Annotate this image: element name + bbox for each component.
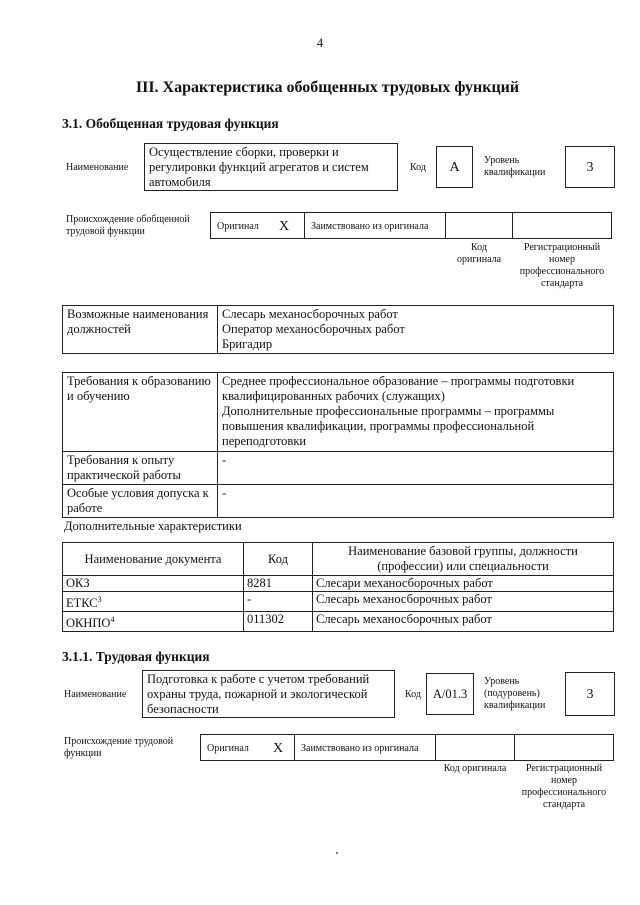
tf-code-value: А/01.3: [426, 673, 474, 715]
gtf-level-label: Уровень квалификации: [484, 155, 546, 178]
tf-original-label: Оригинал: [207, 743, 249, 754]
tf-reg-num-label: Регистрационный номер профессионального стандарта: [521, 763, 607, 810]
position-item: Слесарь механосборочных работ: [222, 307, 398, 321]
education-line: переподготовки: [222, 434, 307, 448]
col-code-header: Код: [244, 543, 313, 576]
tf-code-label: Код: [405, 689, 421, 700]
special-conditions-value: -: [218, 485, 614, 518]
positions-list: [218, 306, 614, 354]
tf-borrowed-cell: [294, 734, 436, 761]
row-name: Слесарь механосборочных работ: [313, 612, 614, 632]
education-line: Дополнительные профессиональные программы – программы: [222, 404, 555, 418]
education-label: Требования к образованию и обучению: [63, 373, 218, 452]
gtf-level-value: 3: [565, 146, 615, 188]
gtf-reg-num-box: [512, 212, 612, 239]
scan-speck: [336, 852, 338, 854]
experience-label: Требования к опыту практической работы: [63, 452, 218, 485]
gtf-reg-num-label: Регистрационный номер профессионального стандарта: [519, 242, 605, 289]
gtf-origin-label: Происхождение обобщенной трудовой функции: [66, 214, 190, 237]
education-line: Среднее профессиональное образование – программы подготовки: [222, 374, 575, 388]
col-name-header: Наименование базовой группы, должности (профессии) или специальности: [313, 543, 614, 576]
education-value: [218, 373, 614, 452]
tf-name-value: Подготовка к работе с учетом требований охраны труда, пожарной и экологической безопасности: [142, 670, 395, 718]
education-line: повышения квалификации, программы профессиональной: [222, 419, 535, 433]
row-name: Слесарь механосборочных работ: [313, 592, 614, 612]
gtf-code-value: А: [436, 146, 473, 188]
row-code: 011302: [244, 612, 313, 632]
footnote-mark: 4: [110, 615, 115, 625]
education-line: квалифицированных рабочих (служащих): [222, 389, 445, 403]
extra-heading: Дополнительные характеристики: [64, 519, 242, 533]
gtf-code-orig-label: Код оригинала: [456, 242, 502, 265]
experience-value: -: [218, 452, 614, 485]
gtf-code-orig-box: [445, 212, 513, 239]
extra-table: [62, 542, 614, 632]
special-conditions-label: Особые условия допуска к работе: [63, 485, 218, 518]
tf-reg-num-box: [514, 734, 614, 761]
requirements-table: [62, 372, 614, 518]
tf-original-mark: X: [273, 741, 284, 756]
page-number: 4: [316, 36, 324, 50]
gtf-name-label: Наименование: [66, 162, 129, 173]
gtf-original-mark: X: [279, 219, 290, 234]
table-row: [63, 576, 614, 592]
tf-original-cell: [200, 734, 295, 761]
row-doc: ЕТКС$^3$: [63, 592, 244, 612]
position-item: Бригадир: [222, 337, 273, 351]
gtf-heading: 3.1. Обобщенная трудовая функция: [62, 116, 279, 131]
tf-code-orig-box: [435, 734, 515, 761]
row-doc: ОКНПО$^4$: [63, 612, 244, 632]
tf-code-orig-label: Код оригинала: [443, 763, 507, 774]
gtf-borrowed-cell: [304, 212, 446, 239]
gtf-original-cell: [210, 212, 305, 239]
footnote-mark: 3: [97, 595, 102, 604]
positions-label: Возможные наименования должностей: [63, 306, 218, 354]
table-row: [63, 612, 614, 632]
table-row: [63, 592, 614, 612]
row-doc: ОКЗ: [63, 576, 244, 592]
tf-level-value: 3: [565, 672, 615, 716]
section-title: III. Характеристика обобщенных трудовых функций: [135, 79, 520, 96]
row-name: Слесари механосборочных работ: [313, 576, 614, 592]
row-code: 8281: [244, 576, 313, 592]
col-doc-header: Наименование документа: [63, 543, 244, 576]
row-code: -: [244, 592, 313, 612]
tf-name-label: Наименование: [64, 689, 127, 700]
tf-origin-label: Происхождение трудовой функции: [64, 736, 174, 759]
position-item: Оператор механосборочных работ: [222, 322, 405, 336]
gtf-borrowed-label: Заимствовано из оригинала: [311, 221, 429, 232]
tf-level-label: Уровень (подуровень) квалификации: [484, 676, 546, 711]
tf-borrowed-label: Заимствовано из оригинала: [301, 743, 419, 754]
gtf-code-label: Код: [410, 162, 426, 173]
tf-heading: 3.1.1. Трудовая функция: [62, 649, 210, 664]
positions-table: [62, 305, 614, 354]
gtf-original-label: Оригинал: [217, 221, 259, 232]
gtf-name-value: Осуществление сборки, проверки и регулировки функций агрегатов и систем автомобиля: [144, 143, 398, 191]
